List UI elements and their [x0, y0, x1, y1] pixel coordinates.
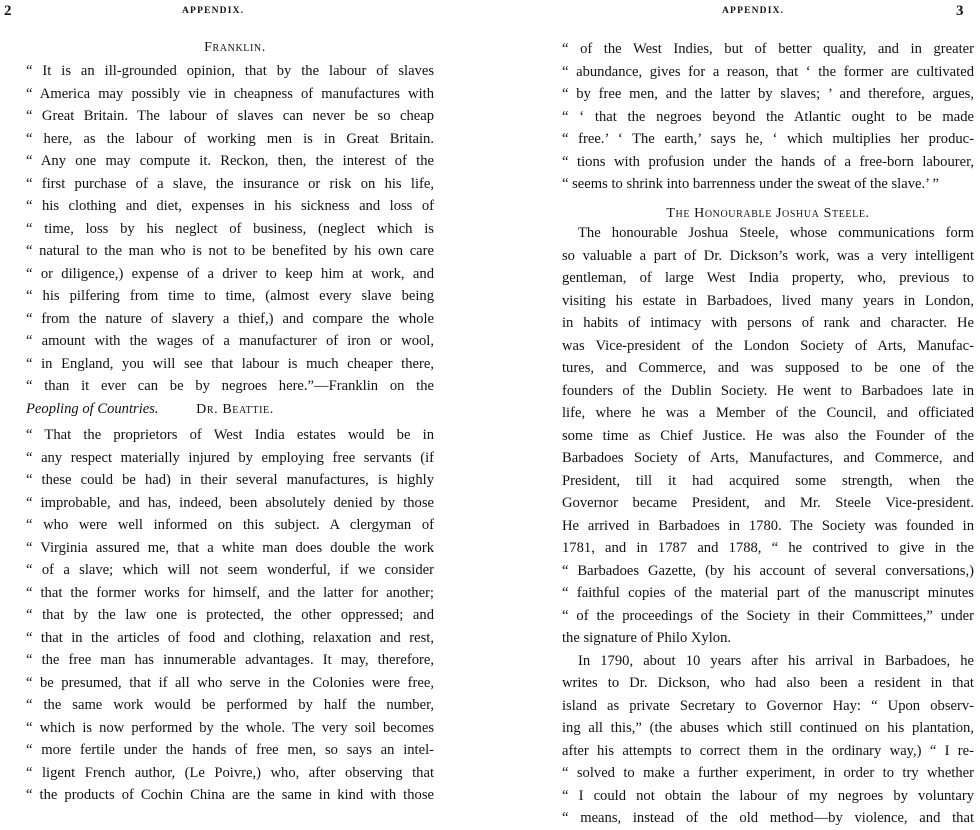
text-line: “ Any one may compute it. Reckon, then, the interest of the: [26, 153, 434, 169]
text-line: “ from the nature of slavery a thief,) and compare the whole: [26, 310, 434, 327]
text-line: “ be presumed, that if all who serve in the Colonies were free,: [26, 674, 434, 691]
text-line: “ ligent French author, (Le Poivre,) who, after observing that: [26, 764, 434, 781]
beattie-quote: [26, 424, 434, 807]
text-line: “ I could not obtain the labour of my negroes by voluntary: [562, 787, 974, 804]
steele-heading: [562, 206, 974, 222]
right-running-header: APPENDIX.: [722, 6, 785, 16]
left-page: [0, 0, 470, 803]
text-line: “ solved to make a further experiment, in order to try whether: [562, 765, 974, 781]
text-line: “ Virginia assured me, that a white man does double the work: [26, 539, 434, 556]
text-line: “ which is now performed by the whole. The very soil becomes: [26, 719, 434, 736]
text-line: “ that by the law one is protected, the other oppressed; and: [26, 607, 434, 623]
franklin-heading: [0, 40, 470, 56]
text-line: “ means, instead of the old method—by violence, and that: [562, 810, 974, 826]
text-line: “ that the former works for himself, and the latter for another;: [26, 584, 434, 601]
text-line: “ his clothing and diet, expenses in his sickness and loss of: [26, 198, 434, 214]
steele-title: The Honourable Joshua Steele.: [666, 206, 870, 221]
text-line: “ or diligence,) expense of a driver to keep him at work, and: [26, 265, 434, 282]
beattie-title: Dr. Beattie.: [196, 402, 274, 417]
text-line: “ of the proceedings of the Society in their Committees,” under: [562, 607, 974, 624]
text-line: “ any respect materially injured by employing free servants (if: [26, 449, 434, 466]
franklin-title: Franklin.: [204, 40, 266, 55]
left-page-number: 2: [4, 3, 12, 19]
text-line: “ free.’ ‘ The earth,’ says he, ‘ which multiplies her produc-: [562, 131, 974, 147]
beattie-quote-continued: [562, 38, 974, 196]
text-line: tures, and Commerce, and was supposed to be one of the: [562, 360, 974, 376]
text-line: “ of a slave; which will not seem wonderful, if we consider: [26, 562, 434, 578]
text-line: “ here, as the labour of working men is in Great Britain.: [26, 130, 434, 147]
text-line: “ America may possibly vie in cheapness of manufactures with: [26, 85, 434, 102]
text-line: “ that in the articles of food and clothing, relaxation and rest,: [26, 629, 434, 646]
text-line: “ improbable, and has, indeed, been absolutely denied by those: [26, 494, 434, 511]
text-line: “ Barbadoes Gazette, (by his account of several conversations,): [562, 562, 974, 579]
franklin-quote: [26, 60, 434, 420]
text-line: “ amount with the wages of a manufacturer of iron or wool,: [26, 333, 434, 349]
text-line: “ more fertile under the hands of free men, so says an intel-: [26, 742, 434, 758]
text-line: “ of the West Indies, but of better quality, and in greater: [562, 41, 974, 57]
text-line: so valuable a part of Dr. Dickson’s work, was a very intelligent: [562, 247, 974, 264]
text-line: the signature of Philo Xylon.: [562, 630, 732, 646]
text-line: Peopling of Countries.: [26, 400, 159, 417]
text-line: Governor became President, and Mr. Steele Vice-president.: [562, 495, 974, 511]
text-line: 1781, and in 1787 and 1788, “ he contrived to give in the: [562, 540, 974, 556]
beattie-heading: [0, 402, 470, 418]
text-line: writes to Dr. Dickson, who had also been a resident in that: [562, 675, 974, 691]
text-line: “ That the proprietors of West India estates would be in: [26, 427, 434, 443]
text-line: “ natural to the man who is not to be benefited by his own care: [26, 243, 434, 259]
text-line: “ abundance, gives for a reason, that ‘ the former are cultivated: [562, 63, 974, 80]
text-line: “ Great Britain. The labour of slaves can never be so cheap: [26, 108, 434, 124]
text-line: “ It is an ill-grounded opinion, that by the labour of slaves: [26, 63, 434, 79]
text-line: He arrived in Barbadoes in 1780. The Society was founded in: [562, 517, 974, 534]
text-line: President, till it had acquired some strength, when the: [562, 472, 974, 489]
text-line: “ in England, you will see that labour is much cheaper there,: [26, 355, 434, 372]
text-line: visiting his estate in Barbadoes, lived many years in London,: [562, 292, 974, 309]
text-line: after his attempts to correct them in the ordinary way,) “ I re-: [562, 742, 974, 759]
text-line: gentleman, of large West India property, who, previous to: [562, 270, 974, 286]
text-line: “ the products of Cochin China are the same in kind with those: [26, 787, 434, 803]
text-line: founders of the Dublin Society. He went to Barbadoes late in: [562, 382, 974, 399]
right-page: [490, 0, 980, 826]
text-line: “ faithful copies of the material part of the manuscript minutes: [562, 585, 974, 601]
text-line: “ the same work would be performed by half the number,: [26, 697, 434, 713]
text-line: Barbadoes Society of Arts, Manufactures, and Commerce, and: [562, 450, 974, 466]
text-line: “ tions with profusion under the hands of a free-born labourer,: [562, 153, 974, 170]
text-line: “ the free man has innumerable advantages. It may, therefore,: [26, 652, 434, 668]
text-line: some time as Chief Justice. He was also the Founder of the: [562, 427, 974, 444]
text-line: in habits of intimacy with persons of rank and character. He: [562, 315, 974, 331]
right-page-number: 3: [956, 3, 964, 19]
text-line: “ by free men, and the latter by slaves; ’ and therefore, argues,: [562, 86, 974, 102]
text-line: The honourable Joshua Steele, whose communications form: [578, 225, 974, 241]
text-line: was Vice-president of the London Society of Arts, Manufac-: [562, 337, 974, 354]
text-line: “ who were well informed on this subject. A clergyman of: [26, 517, 434, 533]
text-line: life, where he was a Member of the Council, and officiated: [562, 405, 974, 421]
text-line: “ seems to shrink into barrenness under the sweat of the slave.’ ”: [562, 176, 940, 192]
text-line: ing all this,” (the abuses which still continued on his plantation,: [562, 720, 974, 736]
text-line: “ these could be had) in their several manufactures, is highly: [26, 472, 434, 488]
steele-text: [562, 222, 974, 830]
text-line: “ time, loss by his neglect of business, (neglect which is: [26, 220, 434, 237]
text-line: “ his pilfering from time to time, (almost every slave being: [26, 288, 434, 304]
text-line: island as private Secretary to Governor Hay: “ Upon observ-: [562, 697, 974, 714]
text-line: “ ‘ that the negroes beyond the Atlantic ought to be made: [562, 108, 974, 125]
text-line: “ first purchase of a slave, the insurance or risk on his life,: [26, 175, 434, 192]
text-line: In 1790, about 10 years after his arrival in Barbadoes, he: [578, 652, 974, 669]
text-line: “ than it ever can be by negroes here.”—Franklin on the: [26, 378, 434, 394]
left-running-header: APPENDIX.: [182, 6, 245, 16]
